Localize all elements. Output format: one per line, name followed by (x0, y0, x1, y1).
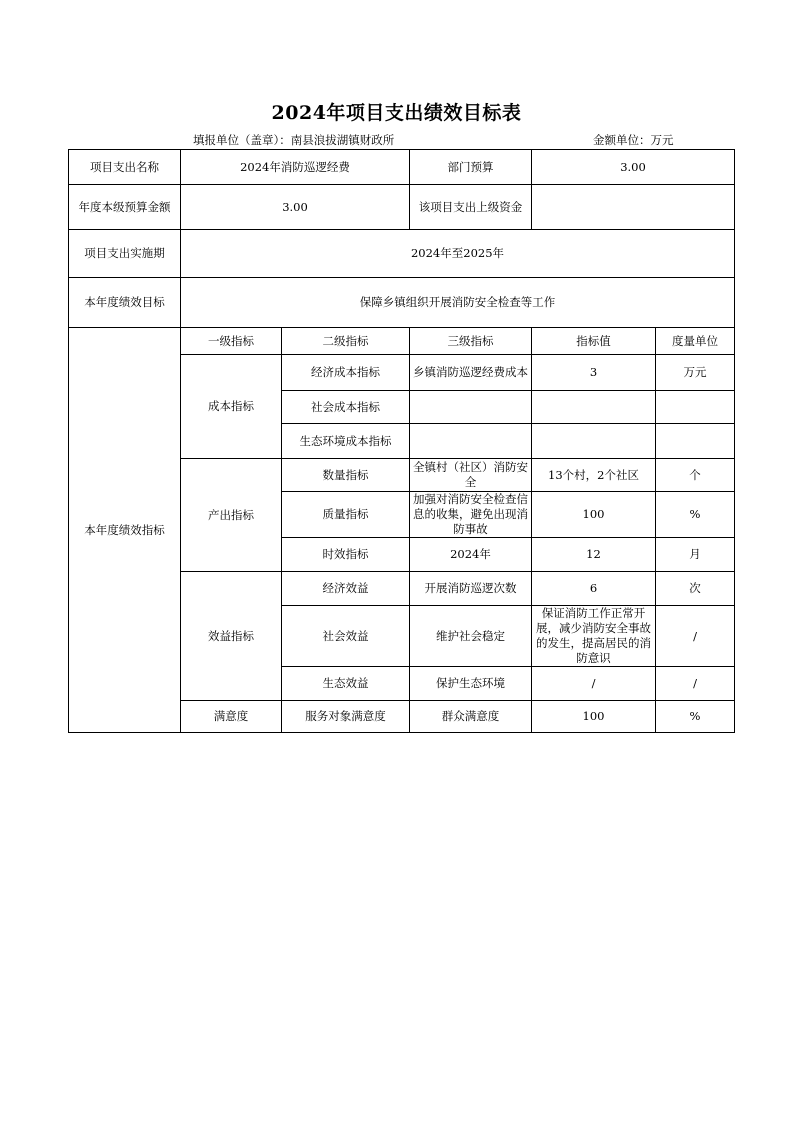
value-cell: 保证消防工作正常开展，减少消防安全事故的发生，提高居民的消防意识 (532, 606, 656, 667)
goal-label: 本年度绩效目标 (69, 278, 181, 328)
value-cell (532, 424, 656, 459)
value-cell (532, 391, 656, 424)
level3-cell: 群众满意度 (410, 701, 532, 733)
table-row (69, 150, 735, 185)
reporting-unit: 填报单位（盖章）：南县浪拔湖镇财政所 (193, 133, 395, 147)
header-level3: 三级指标 (410, 328, 532, 355)
value-cell: / (532, 667, 656, 701)
value-cell: 6 (532, 572, 656, 606)
level2-cell: 社会成本指标 (282, 391, 410, 424)
period-value: 2024年至2025年 (181, 230, 735, 278)
unit-cell: / (656, 606, 735, 667)
unit-cell: 月 (656, 538, 735, 572)
level3-cell: 2024年 (410, 538, 532, 572)
annual-budget-label: 年度本级预算金额 (69, 185, 181, 230)
level2-cell: 时效指标 (282, 538, 410, 572)
level3-cell: 保护生态环境 (410, 667, 532, 701)
level3-cell: 全镇村（社区）消防安全 (410, 459, 532, 492)
header-value: 指标值 (532, 328, 656, 355)
table-row (69, 278, 735, 328)
level2-cell: 质量指标 (282, 492, 410, 538)
amount-unit: 金额单位：万元 (593, 133, 674, 147)
level2-cell: 生态效益 (282, 667, 410, 701)
level3-cell: 开展消防巡逻次数 (410, 572, 532, 606)
goal-value: 保障乡镇组织开展消防安全检查等工作 (181, 278, 735, 328)
level2-cell: 生态环境成本指标 (282, 424, 410, 459)
superior-funds-value (532, 185, 735, 230)
unit-cell: / (656, 667, 735, 701)
unit-cell: 个 (656, 459, 735, 492)
level2-cell: 数量指标 (282, 459, 410, 492)
value-cell: 100 (532, 701, 656, 733)
header-level2: 二级指标 (282, 328, 410, 355)
value-cell: 3 (532, 355, 656, 391)
unit-cell: 次 (656, 572, 735, 606)
project-name-label: 项目支出名称 (69, 150, 181, 185)
level2-cell: 经济效益 (282, 572, 410, 606)
unit-cell: % (656, 492, 735, 538)
level2-cell: 社会效益 (282, 606, 410, 667)
value-cell: 100 (532, 492, 656, 538)
output-group-label: 产出指标 (181, 459, 282, 572)
unit-cell: % (656, 701, 735, 733)
level3-cell (410, 391, 532, 424)
value-cell: 12 (532, 538, 656, 572)
value-cell: 13个村，2个社区 (532, 459, 656, 492)
benefit-group-label: 效益指标 (181, 572, 282, 701)
level3-cell: 乡镇消防巡逻经费成本 (410, 355, 532, 391)
period-label: 项目支出实施期 (69, 230, 181, 278)
level3-cell: 加强对消防安全检查信息的收集，避免出现消防事故 (410, 492, 532, 538)
unit-cell (656, 424, 735, 459)
annual-budget-value: 3.00 (181, 185, 410, 230)
cost-group-label: 成本指标 (181, 355, 282, 459)
table-row (69, 230, 735, 278)
dept-budget-label: 部门预算 (410, 150, 532, 185)
project-name-value: 2024年消防巡逻经费 (181, 150, 410, 185)
header-unit: 度量单位 (656, 328, 735, 355)
table-row (69, 328, 735, 355)
superior-funds-label: 该项目支出上级资金 (410, 185, 532, 230)
performance-target-table (68, 149, 735, 733)
level3-cell (410, 424, 532, 459)
level2-cell: 经济成本指标 (282, 355, 410, 391)
header-level1: 一级指标 (181, 328, 282, 355)
indicators-section-label: 本年度绩效指标 (69, 328, 181, 733)
table-row (69, 185, 735, 230)
level2-cell: 服务对象满意度 (282, 701, 410, 733)
dept-budget-value: 3.00 (532, 150, 735, 185)
level3-cell: 维护社会稳定 (410, 606, 532, 667)
unit-cell: 万元 (656, 355, 735, 391)
unit-cell (656, 391, 735, 424)
page-title: 2024年项目支出绩效目标表 (271, 102, 522, 124)
satisfaction-group-label: 满意度 (181, 701, 282, 733)
